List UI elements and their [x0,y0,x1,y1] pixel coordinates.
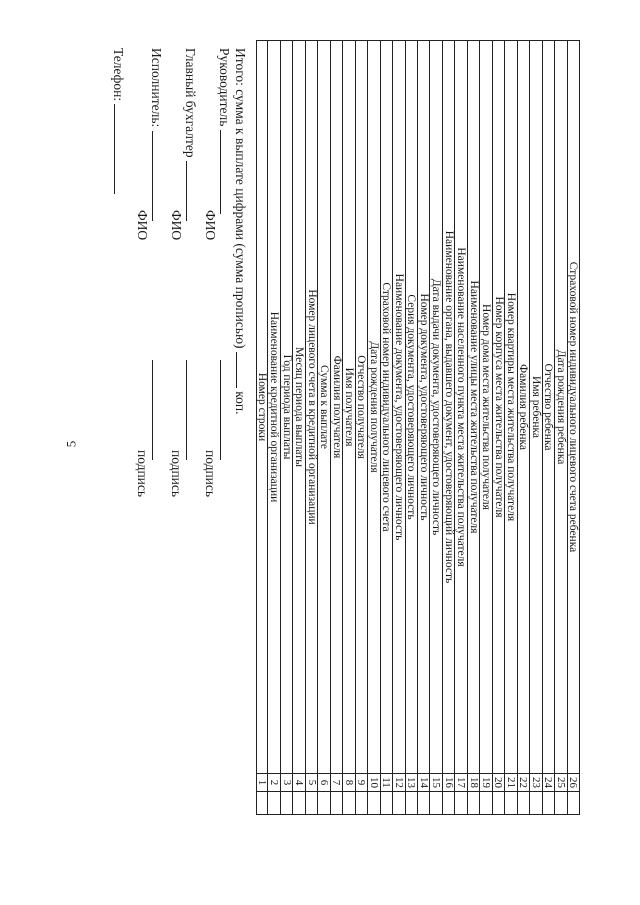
field-number: 14 [418,773,429,791]
field-label: Номер квартиры места жительства получателя [505,40,516,773]
head-label: Руководитель [217,48,232,127]
field-number: 8 [343,773,354,791]
field-label: Отчество ребенка [543,40,554,773]
field-label: Сумма к выплате [318,40,329,773]
field-number: 3 [281,773,292,791]
field-number: 24 [543,773,554,791]
phone-line [110,48,126,194]
table-row [468,40,480,815]
head-fio: ФИО [203,210,218,241]
field-number: 5 [306,773,317,791]
field-label: Страховой номер индивидуального лицевого счета ребенка [568,40,579,773]
accountant-fio: ФИО [169,210,184,241]
field-label: Номер лицевого счета в кредитной организации [306,40,317,773]
table-row [268,40,280,815]
accountant-signature-caption: подпись [169,450,184,498]
field-label: Наименование населенного пункта места жительства получателя [455,40,466,773]
field-number: 19 [480,773,491,791]
field-label: Фамилия ребенка [518,40,529,773]
table-row [568,40,580,815]
field-number: 20 [493,773,504,791]
field-value-cell[interactable] [555,791,566,815]
field-number: 18 [468,773,479,791]
field-number: 4 [293,773,304,791]
field-value-cell[interactable] [418,791,429,815]
accountant-signature-line [182,360,198,460]
field-label: Наименование кредитной организации [268,40,279,773]
field-value-cell[interactable] [368,791,379,815]
rotated-form [60,40,580,820]
field-value-cell[interactable] [406,791,417,815]
table-row [381,40,393,815]
field-value-cell[interactable] [455,791,466,815]
field-value-cell[interactable] [281,791,292,815]
field-number: 16 [443,773,454,791]
field-label: Имя ребенка [530,40,541,773]
field-value-cell[interactable] [430,791,441,815]
field-value-cell[interactable] [268,791,279,815]
field-value-cell[interactable] [518,791,529,815]
head-signature-caption: подпись [203,450,218,498]
table-row [393,40,405,815]
field-label: Месяц периода выплаты [293,40,304,773]
field-number: 21 [505,773,516,791]
field-number: 1 [256,773,267,791]
table-row [543,40,555,815]
field-number: 9 [356,773,367,791]
phone-blank[interactable] [114,104,115,194]
head-signature-blank[interactable] [220,360,221,460]
total-line [232,48,248,415]
table-row [418,40,430,815]
field-label: Дата рождения получателя [368,40,379,773]
table-row [318,40,330,815]
field-number: 15 [430,773,441,791]
field-label: Номер дома места жительства получателя [480,40,491,773]
head-blank[interactable] [220,130,221,214]
total-label: Итого: сумма к выплате цифрами (сумма прописью) [233,48,248,349]
field-value-cell[interactable] [293,791,304,815]
field-number: 25 [555,773,566,791]
table-row [518,40,530,815]
table-row [343,40,355,815]
field-number: 23 [530,773,541,791]
table-row [443,40,455,815]
field-value-cell[interactable] [331,791,342,815]
executor-label: Исполнитель: [149,48,164,128]
table-row [430,40,442,815]
table-row [368,40,380,815]
executor-signature-caption: подпись [135,450,150,498]
field-label: Номер строки [256,40,267,773]
field-value-cell[interactable] [468,791,479,815]
field-label: Страховой номер индивидуального лицевого счета [381,40,392,773]
field-value-cell[interactable] [543,791,554,815]
executor-signature-blank[interactable] [152,360,153,460]
field-label: Фамилия получателя [331,40,342,773]
field-number: 10 [368,773,379,791]
executor-blank[interactable] [152,131,153,221]
field-label: Наименование документа, удостоверяющего личность [393,40,404,773]
head-signature-line [216,360,232,460]
field-number: 11 [381,773,392,791]
field-value-cell[interactable] [318,791,329,815]
field-label: Наименование органа, выдавшего документ, удостоверяющий личность [443,40,454,773]
field-label: Наименование улицы места жительства получателя [468,40,479,773]
field-number: 13 [406,773,417,791]
table-row [530,40,542,815]
field-number: 17 [455,773,466,791]
field-value-cell[interactable] [356,791,367,815]
table-row [505,40,517,815]
field-value-cell[interactable] [493,791,504,815]
field-value-cell[interactable] [480,791,491,815]
total-blank[interactable] [236,352,237,388]
field-value-cell[interactable] [568,791,579,815]
field-label: Дата рождения ребенка [555,40,566,773]
field-label: Имя получателя [343,40,354,773]
field-label: Дата выдачи документа, удостоверяющего личность [430,40,441,773]
field-value-cell[interactable] [381,791,392,815]
table-row [331,40,343,815]
field-number: 12 [393,773,404,791]
table-row [281,40,293,815]
field-label: Номер корпуса места жительства получателя [493,40,504,773]
field-label: Серия документа, удостоверяющего личность [406,40,417,773]
field-number: 7 [331,773,342,791]
table-row [306,40,318,815]
field-number: 22 [518,773,529,791]
field-number: 2 [268,773,279,791]
table-row [455,40,467,815]
page-number: 5 [63,440,79,448]
table-row [406,40,418,815]
field-number: 26 [568,773,579,791]
field-value-cell[interactable] [530,791,541,815]
field-value-cell[interactable] [343,791,354,815]
table-row [256,40,268,815]
fields-table [256,40,580,815]
accountant-line [182,48,198,221]
field-number: 6 [318,773,329,791]
accountant-label: Главный бухгалтер [183,48,198,158]
accountant-blank[interactable] [186,161,187,221]
field-label: Год периода выплаты [281,40,292,773]
executor-line [148,48,164,221]
table-row [493,40,505,815]
accountant-signature-blank[interactable] [186,360,187,460]
executor-signature-line [148,360,164,460]
field-value-cell[interactable] [443,791,454,815]
field-value-cell[interactable] [306,791,317,815]
field-value-cell[interactable] [256,791,267,815]
executor-fio: ФИО [135,210,150,241]
table-row [555,40,567,815]
phone-label: Телефон: [111,48,126,102]
kop-label: коп. [233,391,248,415]
table-row [480,40,492,815]
table-row [293,40,305,815]
field-label: Отчество получателя [356,40,367,773]
table-row [356,40,368,815]
field-label: Номер документа, удостоверяющего личность [418,40,429,773]
field-value-cell[interactable] [505,791,516,815]
head-line [216,48,232,214]
field-value-cell[interactable] [393,791,404,815]
